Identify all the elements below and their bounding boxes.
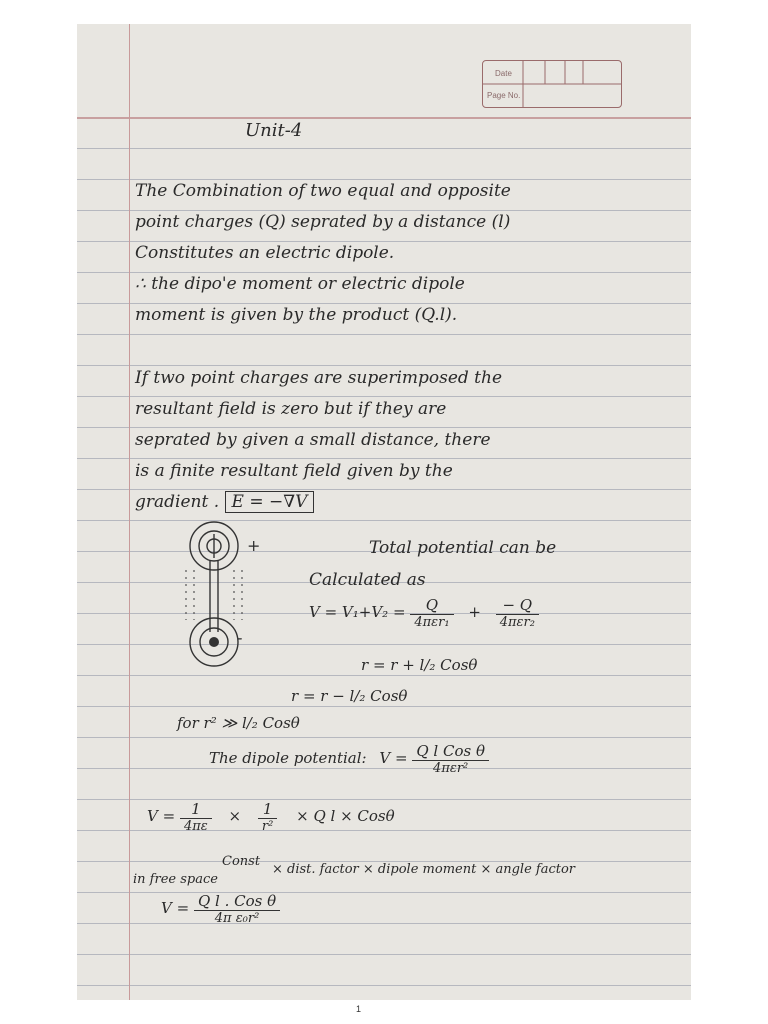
- ruled-line: [77, 272, 691, 273]
- final-numerator: Q l . Cos θ: [194, 892, 280, 911]
- factor-eq-rest: × Q l × Cosθ: [296, 807, 395, 825]
- ruled-line: [77, 737, 691, 738]
- ruled-line: [77, 458, 691, 459]
- potential-frac-2: [496, 596, 539, 630]
- factor-frac-1: [180, 800, 212, 834]
- dipole-potential: [209, 742, 489, 776]
- potential-line-2: Calculated as: [309, 570, 426, 590]
- ruled-line: [77, 334, 691, 335]
- r2-equation: r = r − l/₂ Cosθ: [291, 687, 408, 705]
- gradient-line: [135, 492, 314, 512]
- ruled-line: [77, 954, 691, 955]
- approximation: for r² ≫ l/₂ Cosθ: [177, 714, 300, 732]
- factor-frac-2-denominator: r²: [261, 819, 274, 834]
- positive-sign: +: [247, 536, 261, 555]
- frac-1-numerator: Q: [410, 596, 453, 615]
- factor-frac-2: [258, 800, 277, 834]
- factor-eq-lhs: V =: [147, 807, 176, 825]
- gradient-word: gradient .: [135, 492, 220, 512]
- free-space-label: in free space: [133, 872, 218, 887]
- const-label: Const: [222, 854, 261, 869]
- ruled-line: [77, 644, 691, 645]
- date-box-grid: [483, 61, 621, 107]
- ruled-line: [77, 365, 691, 366]
- final-frac: [194, 892, 280, 926]
- negative-sign: -: [237, 628, 243, 647]
- intro-line-3: Constitutes an electric dipole.: [135, 243, 395, 263]
- page-number: 1: [356, 1004, 362, 1014]
- dipole-potential-denominator: 4πεr²: [433, 761, 469, 776]
- potential-frac-1: [410, 596, 453, 630]
- page-title: Unit-4: [245, 120, 303, 141]
- ruled-line: [77, 179, 691, 180]
- dipole-potential-frac: [412, 742, 489, 776]
- final-eq-lhs: V =: [161, 899, 190, 917]
- ruled-line: [77, 148, 691, 149]
- intro-line-4: ∴ the dipo'e moment or electric dipole: [135, 274, 465, 294]
- final-denominator: 4π ε₀r²: [214, 911, 260, 926]
- dipole-diagram: [172, 520, 282, 670]
- ruled-line: [77, 396, 691, 397]
- gradient-formula: E = −∇V: [225, 491, 315, 513]
- ruled-line: [77, 985, 691, 986]
- potential-eq-lhs: V = V₁+V₂ =: [309, 603, 406, 621]
- ruled-line: [77, 210, 691, 211]
- factor-equation: [147, 800, 395, 834]
- r1-equation: r = r + l/₂ Cosθ: [361, 656, 478, 674]
- dipole-potential-numerator: Q l Cos θ: [412, 742, 489, 761]
- potential-plus: +: [468, 603, 481, 621]
- frac-2-denominator: 4πεr₂: [499, 615, 535, 630]
- intro-line-1: The Combination of two equal and opposite: [135, 181, 511, 201]
- field-line-4: is a finite resultant field given by the: [135, 461, 453, 481]
- factor-frac-1-numerator: 1: [180, 800, 212, 819]
- margin-line: [129, 24, 130, 1000]
- final-equation: [161, 892, 280, 926]
- field-line-3: seprated by given a small distance, there: [135, 430, 491, 450]
- date-label: Date: [495, 69, 512, 78]
- potential-line-1: Total potential can be: [369, 538, 557, 558]
- ruled-line: [77, 427, 691, 428]
- factor-times: ×: [228, 807, 242, 825]
- dipole-potential-label: The dipole potential:: [209, 749, 367, 767]
- ruled-line: [77, 675, 691, 676]
- intro-line-5: moment is given by the product (Q.l).: [135, 305, 458, 325]
- ruled-line: [77, 520, 691, 521]
- factor-frac-2-numerator: 1: [258, 800, 277, 819]
- potential-equation: [309, 596, 539, 630]
- header-rule: [77, 117, 691, 119]
- field-line-2: resultant field is zero but if they are: [135, 399, 447, 419]
- notebook-page: [77, 24, 691, 1000]
- factor-label-rest: × dist. factor × dipole moment × angle factor: [272, 862, 576, 877]
- dipole-potential-lhs: V =: [379, 749, 408, 767]
- page-no-label: Page No.: [487, 91, 521, 100]
- intro-line-2: point charges (Q) seprated by a distance (l): [135, 212, 511, 232]
- ruled-line: [77, 241, 691, 242]
- ruled-line: [77, 489, 691, 490]
- ruled-line: [77, 303, 691, 304]
- frac-1-denominator: 4πεr₁: [414, 615, 450, 630]
- frac-2-numerator: − Q: [496, 596, 539, 615]
- date-page-box: [482, 60, 622, 108]
- ruled-line: [77, 706, 691, 707]
- factor-frac-1-denominator: 4πε: [183, 819, 208, 834]
- field-line-1: If two point charges are superimposed the: [135, 368, 503, 388]
